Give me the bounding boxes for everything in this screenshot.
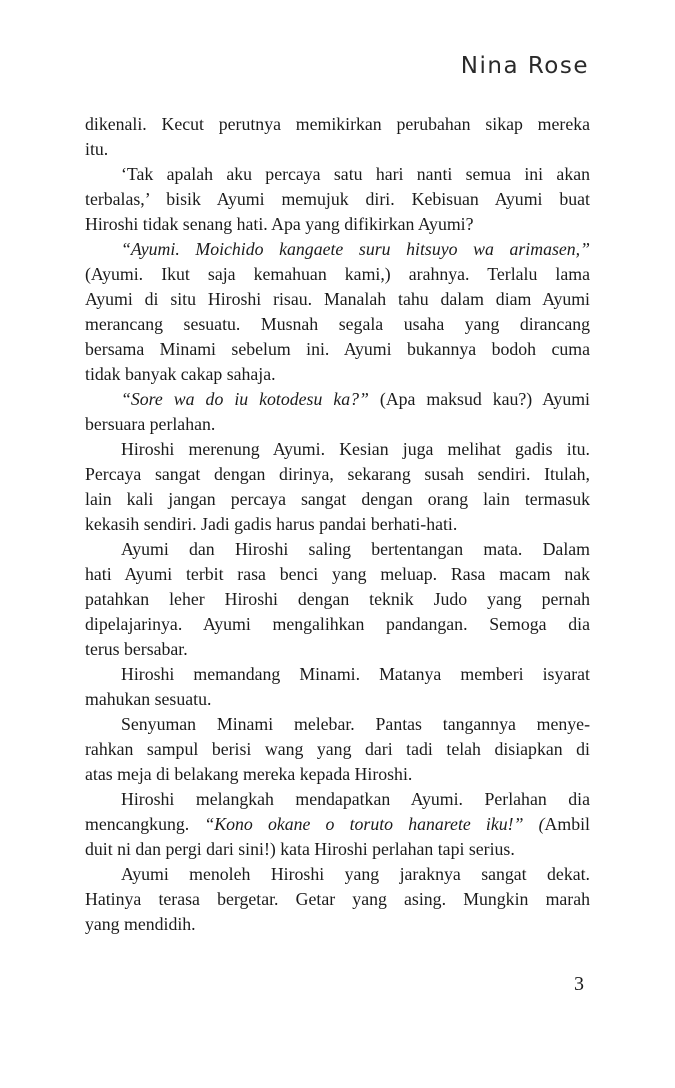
text-run: kekasih sendiri. Jadi gadis harus pandai berhati-hati. xyxy=(85,514,458,534)
text-line xyxy=(85,337,590,362)
text-run: Ayumi menoleh Hiroshi yang jaraknya sangat dekat. xyxy=(121,864,590,884)
text-line xyxy=(85,212,590,237)
text-run: (Apa maksud kau?) Ayumi xyxy=(368,389,590,409)
paragraph xyxy=(85,112,590,162)
text-run: Ayumi di situ Hiroshi risau. Manalah tahu dalam diam Ayumi xyxy=(85,289,590,309)
paragraph xyxy=(85,787,590,862)
text-line xyxy=(85,787,590,812)
page-number: 3 xyxy=(574,973,584,995)
text-line xyxy=(85,187,590,212)
text-run: lain kali jangan percaya sangat dengan orang lain termasuk xyxy=(85,489,590,509)
paragraph xyxy=(85,862,590,937)
text-line xyxy=(85,412,590,437)
text-line xyxy=(85,887,590,912)
text-run: Hiroshi melangkah mendapatkan Ayumi. Perlahan dia xyxy=(121,789,590,809)
text-line xyxy=(85,662,590,687)
paragraph xyxy=(85,537,590,662)
text-run: patahkan leher Hiroshi dengan teknik Judo yang pernah xyxy=(85,589,590,609)
text-run: Hiroshi merenung Ayumi. Kesian juga melihat gadis itu. xyxy=(121,439,590,459)
text-line xyxy=(85,862,590,887)
paragraph xyxy=(85,162,590,237)
text-run: terus bersabar. xyxy=(85,639,188,659)
text-run: Percaya sangat dengan dirinya, sekarang susah sendiri. Itulah, xyxy=(85,464,590,484)
text-run: dikenali. Kecut perutnya memikirkan perubahan sikap mereka xyxy=(85,114,590,134)
text-line xyxy=(85,162,590,187)
text-line xyxy=(85,237,590,262)
text-run: Senyuman Minami melebar. Pantas tangannya menye- xyxy=(121,714,590,734)
text-run: dipelajarinya. Ayumi mengalihkan pandangan. Semoga dia xyxy=(85,614,590,634)
text-run: itu. xyxy=(85,139,109,159)
paragraph xyxy=(85,712,590,787)
text-run: (Ayumi. Ikut saja kemahuan kami,) arahnya. Terlalu lama xyxy=(85,264,590,284)
text-line xyxy=(85,762,590,787)
text-line xyxy=(85,812,590,837)
text-line xyxy=(85,737,590,762)
text-line xyxy=(85,537,590,562)
text-line xyxy=(85,462,590,487)
text-line xyxy=(85,912,590,937)
running-header-author: Nina Rose xyxy=(460,53,589,79)
paragraph xyxy=(85,662,590,712)
text-line xyxy=(85,387,590,412)
text-line xyxy=(85,687,590,712)
paragraph xyxy=(85,387,590,437)
text-run: tidak banyak cakap sahaja. xyxy=(85,364,276,384)
text-run: Ayumi dan Hiroshi saling bertentangan mata. Dalam xyxy=(121,539,590,559)
text-line xyxy=(85,587,590,612)
text-run: duit ni dan pergi dari sini!) kata Hiroshi perlahan tapi serius. xyxy=(85,839,515,859)
text-line xyxy=(85,487,590,512)
text-line xyxy=(85,312,590,337)
text-run: atas meja di belakang mereka kepada Hiroshi. xyxy=(85,764,413,784)
text-line xyxy=(85,562,590,587)
text-line xyxy=(85,287,590,312)
text-run: hati Ayumi terbit rasa benci yang meluap. Rasa macam nak xyxy=(85,564,590,584)
text-line xyxy=(85,262,590,287)
text-line xyxy=(85,437,590,462)
paragraph xyxy=(85,437,590,537)
text-run: terbalas,’ bisik Ayumi memujuk diri. Kebisuan Ayumi buat xyxy=(85,189,590,209)
italic-text-run: “Sore wa do iu kotodesu ka?” xyxy=(121,389,369,409)
text-line xyxy=(85,362,590,387)
text-line xyxy=(85,512,590,537)
text-run: yang mendidih. xyxy=(85,914,196,934)
page-body xyxy=(85,112,590,937)
italic-text-run: “Kono okane o toruto hanarete iku!” ( xyxy=(204,814,545,834)
text-line xyxy=(85,112,590,137)
italic-text-run: “Ayumi. Moichido kangaete suru hitsuyo wa arimasen,” xyxy=(121,239,590,259)
paragraph xyxy=(85,237,590,387)
text-line xyxy=(85,837,590,862)
text-line xyxy=(85,712,590,737)
text-run: rahkan sampul berisi wang yang dari tadi telah disiapkan di xyxy=(85,739,590,759)
text-run: bersuara perlahan. xyxy=(85,414,216,434)
text-run: bersama Minami sebelum ini. Ayumi bukannya bodoh cuma xyxy=(85,339,590,359)
text-line xyxy=(85,137,590,162)
text-run: Hiroshi memandang Minami. Matanya memberi isyarat xyxy=(121,664,590,684)
text-run: merancang sesuatu. Musnah segala usaha yang dirancang xyxy=(85,314,590,334)
text-line xyxy=(85,637,590,662)
text-line xyxy=(85,612,590,637)
text-run: ‘Tak apalah aku percaya satu hari nanti semua ini akan xyxy=(121,164,590,184)
text-run: mahukan sesuatu. xyxy=(85,689,212,709)
text-run: Ambil xyxy=(544,814,590,834)
text-run: Hatinya terasa bergetar. Getar yang asing. Mungkin marah xyxy=(85,889,590,909)
text-run: mencangkung. xyxy=(85,814,205,834)
text-run: Hiroshi tidak senang hati. Apa yang difikirkan Ayumi? xyxy=(85,214,474,234)
